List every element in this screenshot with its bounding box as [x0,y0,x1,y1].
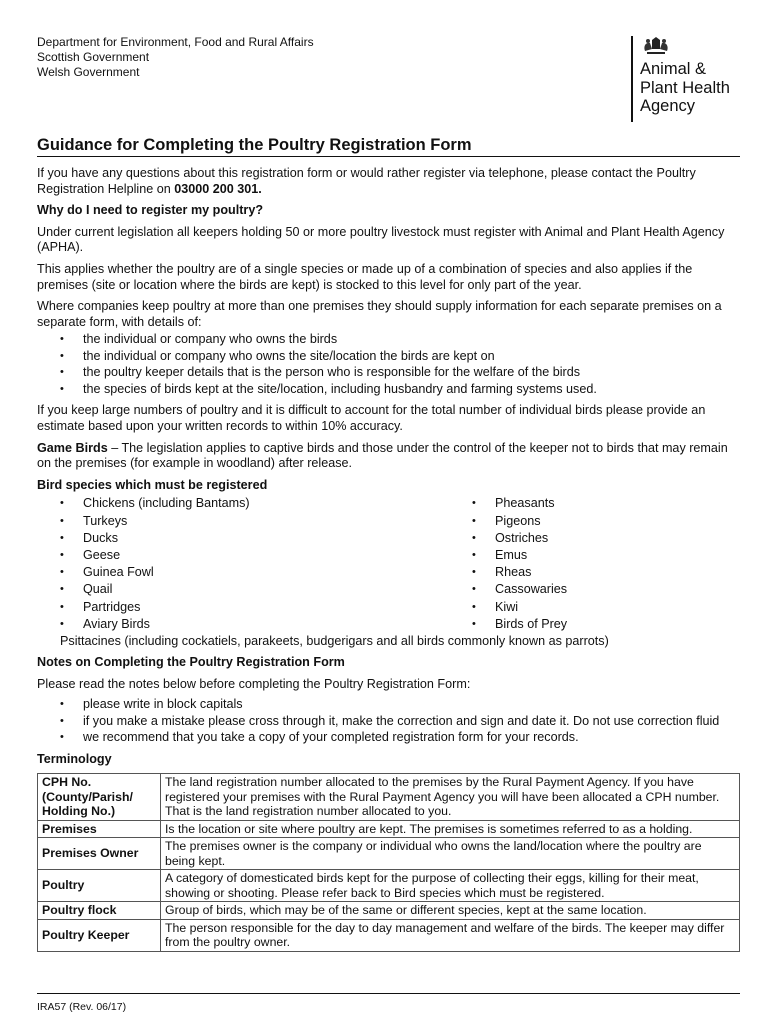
why-register-heading: Why do I need to register my poultry? [37,203,264,218]
department-list [37,35,314,80]
term-cell: Poultry flock [38,902,161,920]
logo-wordmark [640,60,730,116]
logo-line: Plant Health [640,78,730,97]
list-item: • the individual or company who owns the birds [37,331,740,348]
list-item: • Pheasants [449,495,567,512]
list-item: • Ducks [37,530,449,547]
document-body [37,166,740,952]
list-item: • please write in block capitals [37,696,740,713]
term-cell: Poultry [38,870,161,902]
form-reference: IRA57 (Rev. 06/17) [37,993,740,1013]
species-heading: Bird species which must be registered [37,477,268,492]
list-item: • the individual or company who owns the site/location the birds are kept on [37,348,740,365]
term-cell: CPH No. (County/Parish/ Holding No.) [38,774,161,821]
definition-cell: Group of birds, which may be of the same or different species, kept at the same location. [161,902,740,920]
table-row [38,870,740,902]
table-row [38,902,740,920]
list-item: • Partridges [37,599,449,616]
intro-text: If you have any questions about this registration form or would rather register via telephone, please contact the Poultry Registration Helpline on [37,166,696,196]
game-birds-paragraph [37,441,740,472]
terminology-heading: Terminology [37,751,112,766]
intro-paragraph [37,166,740,197]
list-item: • Cassowaries [449,581,567,598]
apha-logo [631,36,746,122]
list-item: • if you make a mistake please cross through it, make the correction and sign and date it. Do not use correction fluid [37,713,740,730]
list-item: • Ostriches [449,530,567,547]
list-item: • the poultry keeper details that is the person who is responsible for the welfare of the birds [37,364,740,381]
details-list [37,331,740,397]
logo-line: Animal & [640,60,707,78]
psittacines-note: Psittacines (including cockatiels, parakeets, budgerigars and all birds commonly known as parrots) [60,633,609,648]
list-item: • Guinea Fowl [37,564,449,581]
term-cell: Premises [38,820,161,838]
applies-paragraph: This applies whether the poultry are of a single species or made up of a combination of species and also applies if the premises (site or location where the birds are kept) is stocked to this level for only part of the year. [37,261,693,292]
list-item: • Rheas [449,564,567,581]
definition-cell: Is the location or site where poultry are kept. The premises is sometimes referred to as a holding. [161,820,740,838]
list-item: • Aviary Birds [37,616,449,633]
notes-heading: Notes on Completing the Poultry Registration Form [37,654,345,669]
species-list-right [449,495,567,633]
game-birds-text: – The legislation applies to captive birds and those under the control of the keeper not to birds that may remain on the premises (for example in woodland) after release. [37,440,728,471]
list-item: • Quail [37,581,449,598]
list-item: • Pigeons [449,513,567,530]
game-birds-label: Game Birds [37,440,108,455]
species-list-left [37,495,449,633]
notes-list [37,696,740,746]
definition-cell: The land registration number allocated to the premises by the Rural Payment Agency. If you have registered your premises with the Rural Payment Agency you will have been allocated a CPH number. That is the land registration number allocated to you. [161,774,740,821]
list-item: • Chickens (including Bantams) [37,495,449,512]
table-row [38,838,740,870]
definition-cell: The person responsible for the day to day management and welfare of the birds. The keeper may differ from the poultry owner. [161,919,740,951]
department-defra: Department for Environment, Food and Rural Affairs [37,35,314,49]
notes-intro: Please read the notes below before completing the Poultry Registration Form: [37,676,471,691]
department-welsh-gov: Welsh Government [37,65,140,79]
companies-paragraph: Where companies keep poultry at more than one premises they should supply information for each separate premises on a separate form, with details of: [37,299,722,329]
list-item: • Geese [37,547,449,564]
estimate-paragraph: If you keep large numbers of poultry and it is difficult to account for the total number of individual birds please provide an estimate based upon your written records to within 10% accuracy. [37,403,706,433]
legislation-paragraph: Under current legislation all keepers holding 50 or more poultry livestock must register with Animal and Plant Health Agency (APHA). [37,224,725,255]
page-title: Guidance for Completing the Poultry Registration Form [37,136,740,157]
list-item: • we recommend that you take a copy of your completed registration form for your records. [37,729,740,746]
department-scottish-gov: Scottish Government [37,50,150,64]
royal-crest-icon [641,36,671,56]
logo-divider [631,36,633,122]
table-row [38,774,740,821]
terminology-table [37,773,740,952]
list-item: • Birds of Prey [449,616,567,633]
definition-cell: A category of domesticated birds kept for the purpose of collecting their eggs, killing for their meat, showing or shooting. Please refer back to Bird species which must be registered. [161,870,740,902]
list-item: • Emus [449,547,567,564]
term-cell: Premises Owner [38,838,161,870]
term-cell: Poultry Keeper [38,919,161,951]
species-columns [37,495,740,633]
logo-line: Agency [640,97,696,115]
table-row [38,919,740,951]
helpline-number: 03000 200 301. [174,181,262,196]
list-item: • the species of birds kept at the site/location, including husbandry and farming systems used. [37,381,740,398]
list-item: • Kiwi [449,599,567,616]
definition-cell: The premises owner is the company or individual who owns the land/location where the poultry are being kept. [161,838,740,870]
table-row [38,820,740,838]
list-item: • Turkeys [37,513,449,530]
